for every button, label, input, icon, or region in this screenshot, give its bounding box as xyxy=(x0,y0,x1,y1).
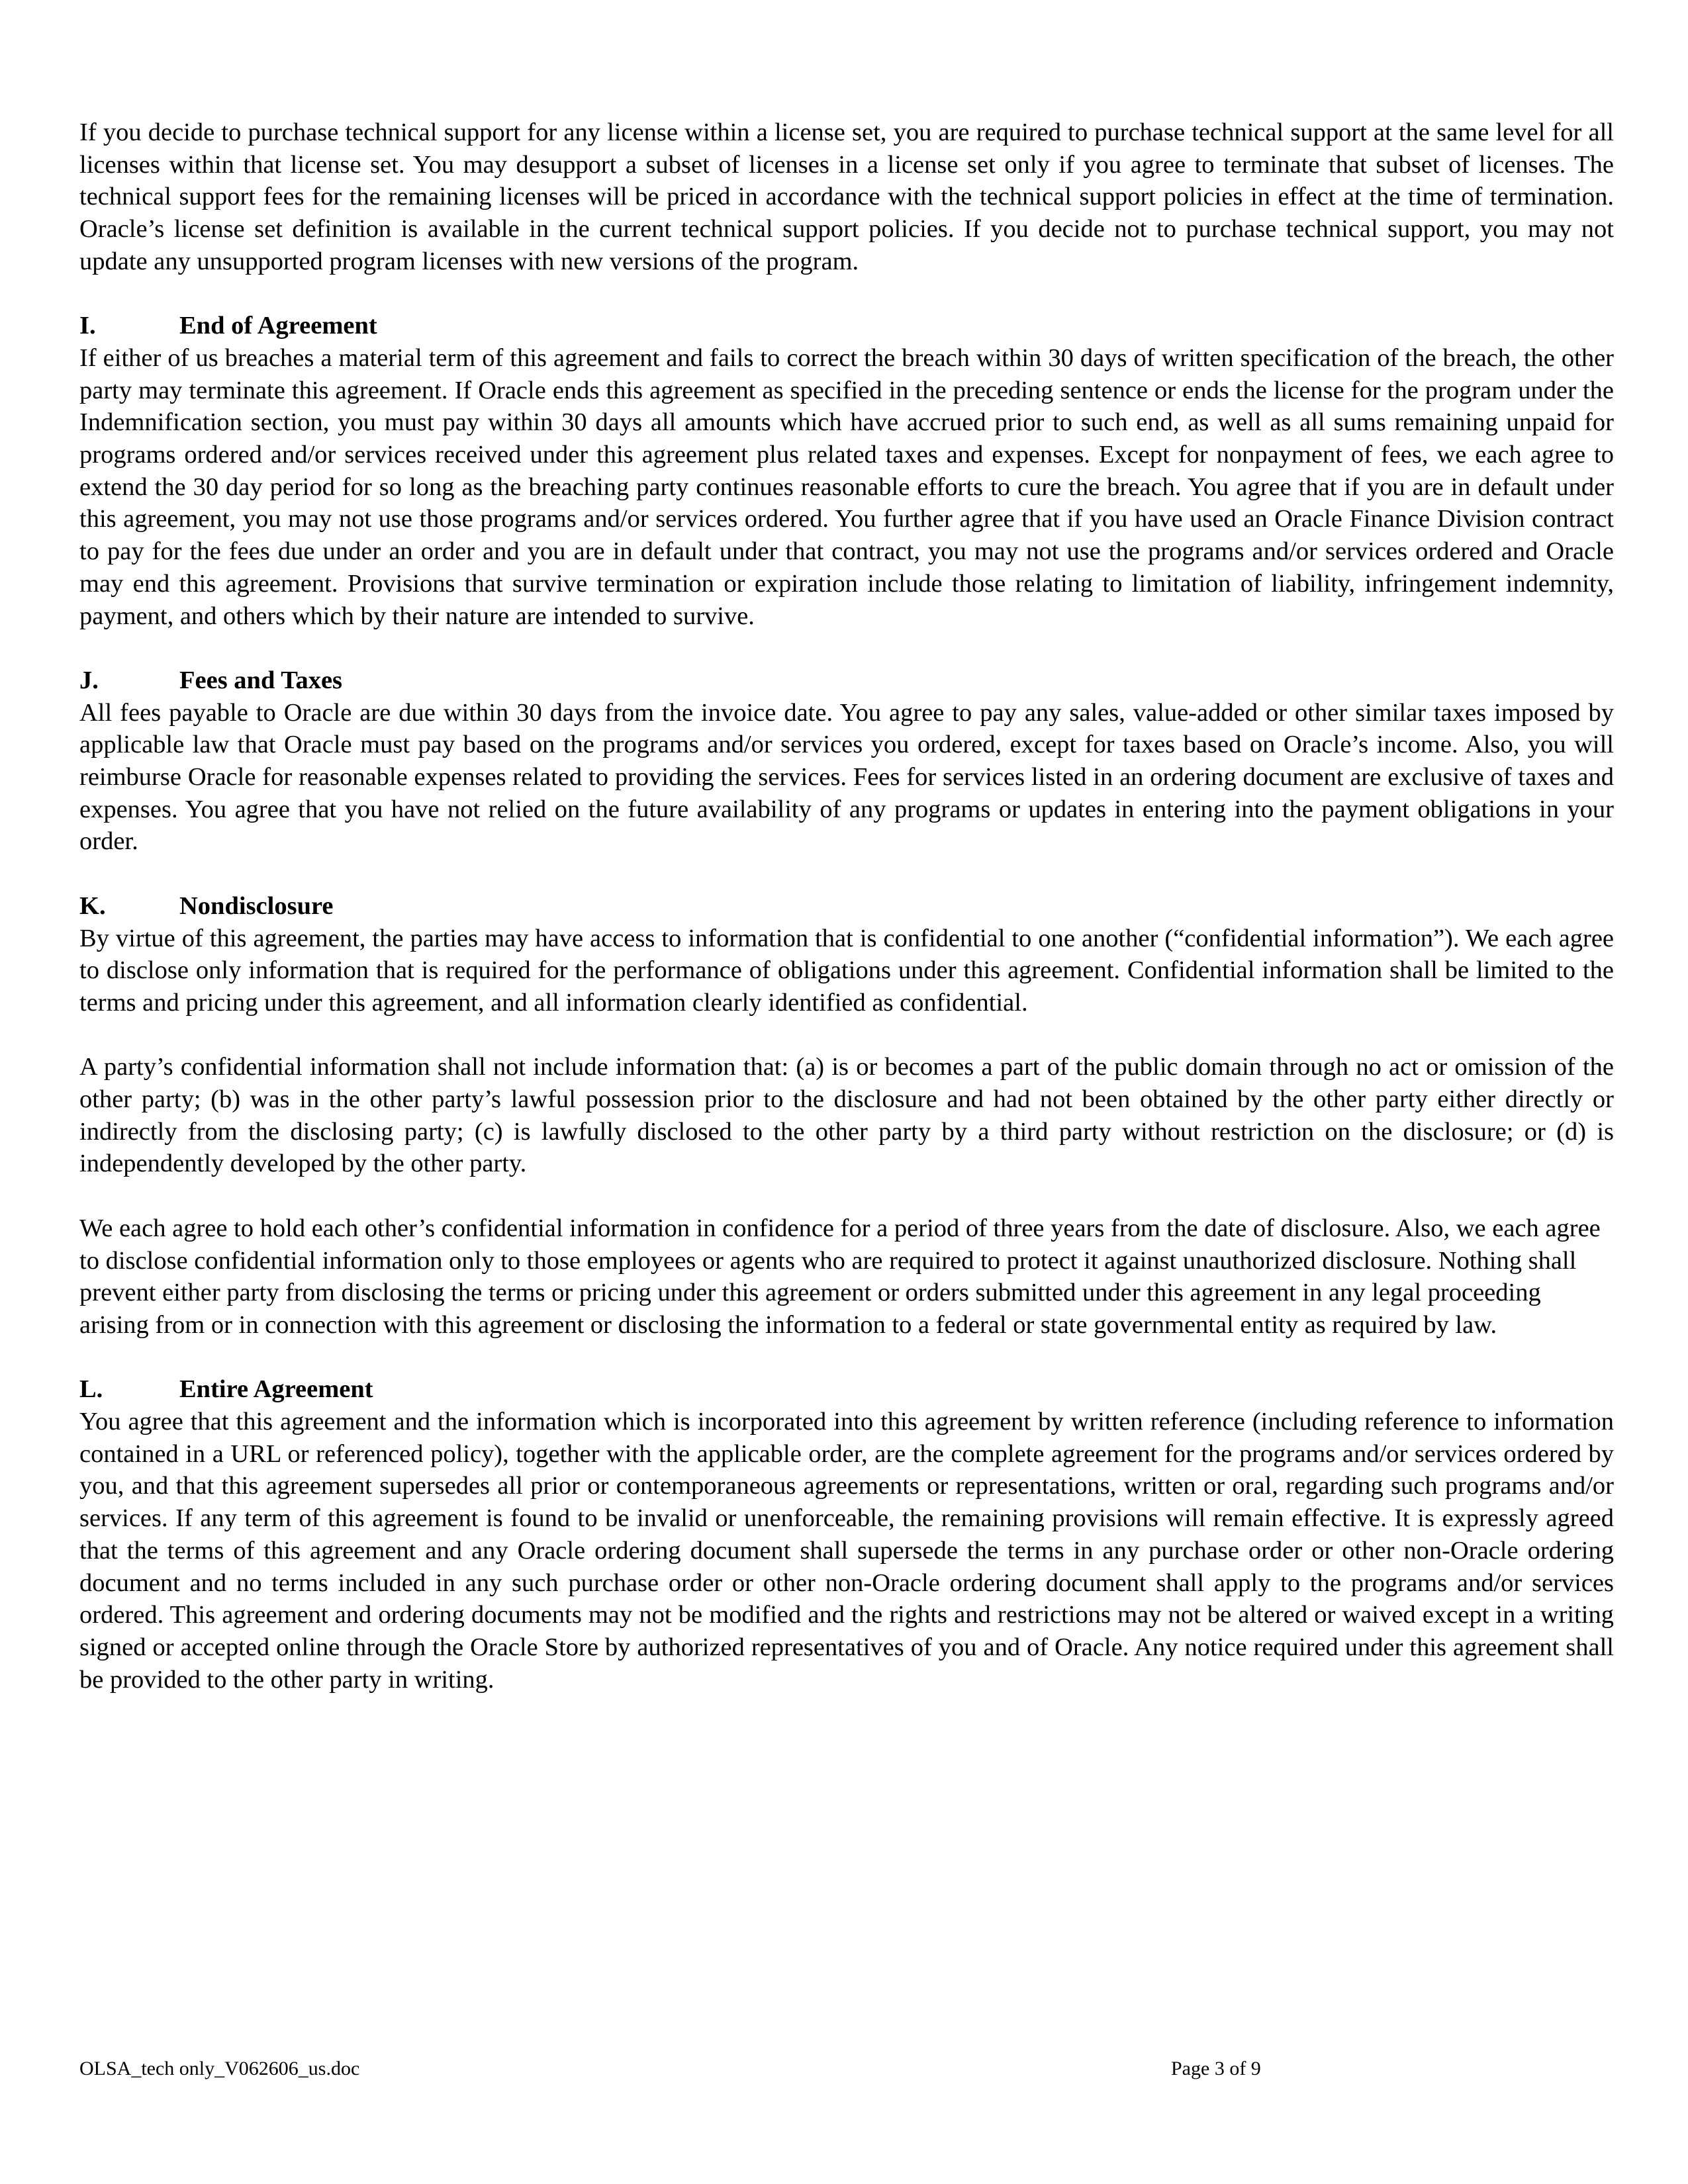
section-paragraph: We each agree to hold each other’s confidential information in confidence for a period of three years from the date of disclosure. Also, we each agree to disclose confidential information only to those employees or agents who are required to protect it against unauthorized disclosure. Nothing shall prevent either party from disclosing the terms or pricing under this agreement or orders submitted under this agreement in any legal proceeding arising from or in connection with this agreement or disclosing the information to a federal or state governmental entity as required by law. xyxy=(79,1214,1601,1339)
section-letter: J. xyxy=(79,666,99,694)
section-heading xyxy=(79,664,1614,697)
section-heading xyxy=(79,310,1614,342)
section-letter: K. xyxy=(79,891,106,920)
document-body xyxy=(79,116,1614,1728)
intro-paragraph: If you decide to purchase technical support for any license within a license set, you are required to purchase technical support at the same level for all licenses within that license set. You may desupport a subset of licenses in a license set only if you agree to terminate that subset of licenses. The technical support fees for the remaining licenses will be priced in accordance with the technical support policies in effect at the time of termination. Oracle’s license set definition is available in the current technical support policies. If you decide not to purchase technical support, you may not update any unsupported program licenses with new versions of the program. xyxy=(79,118,1614,275)
section-paragraph: If either of us breaches a material term of this agreement and fails to correct the breach within 30 days of written specification of the breach, the other party may terminate this agreement. If Oracle ends this agreement as specified in the preceding sentence or ends the license for the program under the Indemnification section, you must pay within 30 days all amounts which have accrued prior to such end, as well as all sums remaining unpaid for programs ordered and/or services received under this agreement plus related taxes and expenses. Except for nonpayment of fees, we each agree to extend the 30 day period for so long as the breaching party continues reasonable efforts to cure the breach. You agree that if you are in default under this agreement, you may not use those programs and/or services ordered. You further agree that if you have used an Oracle Finance Division contract to pay for the fees due under an order and you are in default under that contract, you may not use the programs and/or services ordered and Oracle may end this agreement. Provisions that survive termination or expiration include those relating to limitation of liability, infringement indemnity, payment, and others which by their nature are intended to survive. xyxy=(79,343,1614,630)
section-title: Fees and Taxes xyxy=(179,666,343,694)
section-paragraph: A party’s confidential information shall not include information that: (a) is or becomes a part of the public domain through no act or omission of the other party; (b) was in the other party’s lawful possession prior to the disclosure and had not been obtained by the other party either directly or indirectly from the disclosing party; (c) is lawfully disclosed to the other party by a third party without restriction on the disclosure; or (d) is independently developed by the other party. xyxy=(79,1053,1614,1178)
section-paragraph: By virtue of this agreement, the parties may have access to information that is confidential to one another (“confidential information”). We each agree to disclose only information that is required for the performance of obligations under this agreement. Confidential information shall be limited to the terms and pricing under this agreement, and all information clearly identified as confidential. xyxy=(79,924,1614,1017)
footer-page-number: Page 3 of 9 xyxy=(1171,2058,1261,2079)
section-letter: I. xyxy=(79,312,96,340)
section-heading xyxy=(79,1373,1614,1406)
section-fees-and-taxes xyxy=(79,664,1614,858)
section-paragraph: You agree that this agreement and the information which is incorporated into this agreement by written reference (including reference to information contained in a URL or referenced policy), together with the applicable order, are the complete agreement for the programs and/or services ordered by you, and that this agreement supersedes all prior or contemporaneous agreements or representations, written or oral, regarding such programs and/or services. If any term of this agreement is found to be invalid or unenforceable, the remaining provisions will remain effective. It is expressly agreed that the terms of this agreement and any Oracle ordering document shall supersede the terms in any purchase order or other non-Oracle ordering document and no terms included in any such purchase order or other non-Oracle ordering document shall apply to the programs and/or services ordered. This agreement and ordering documents may not be modified and the rights and restrictions may not be altered or waived except in a writing signed or accepted online through the Oracle Store by authorized representatives of you and of Oracle. Any notice required under this agreement shall be provided to the other party in writing. xyxy=(79,1408,1614,1694)
section-paragraph: All fees payable to Oracle are due within 30 days from the invoice date. You agree to pay any sales, value-added or other similar taxes imposed by applicable law that Oracle must pay based on the programs and/or services you ordered, except for taxes based on Oracle’s income. Also, you will reimburse Oracle for reasonable expenses related to providing the services. Fees for services listed in an ordering document are exclusive of taxes and expenses. You agree that you have not relied on the future availability of any programs or updates in entering into the payment obligations in your order. xyxy=(79,698,1614,856)
section-title: Nondisclosure xyxy=(179,891,334,920)
section-title: End of Agreement xyxy=(179,312,377,340)
section-title: Entire Agreement xyxy=(179,1375,373,1404)
section-end-of-agreement xyxy=(79,310,1614,632)
footer-filename: OLSA_tech only_V062606_us.doc xyxy=(79,2058,360,2079)
section-nondisclosure xyxy=(79,890,1614,1342)
section-heading xyxy=(79,890,1614,923)
section-entire-agreement xyxy=(79,1373,1614,1696)
section-letter: L. xyxy=(79,1375,103,1404)
